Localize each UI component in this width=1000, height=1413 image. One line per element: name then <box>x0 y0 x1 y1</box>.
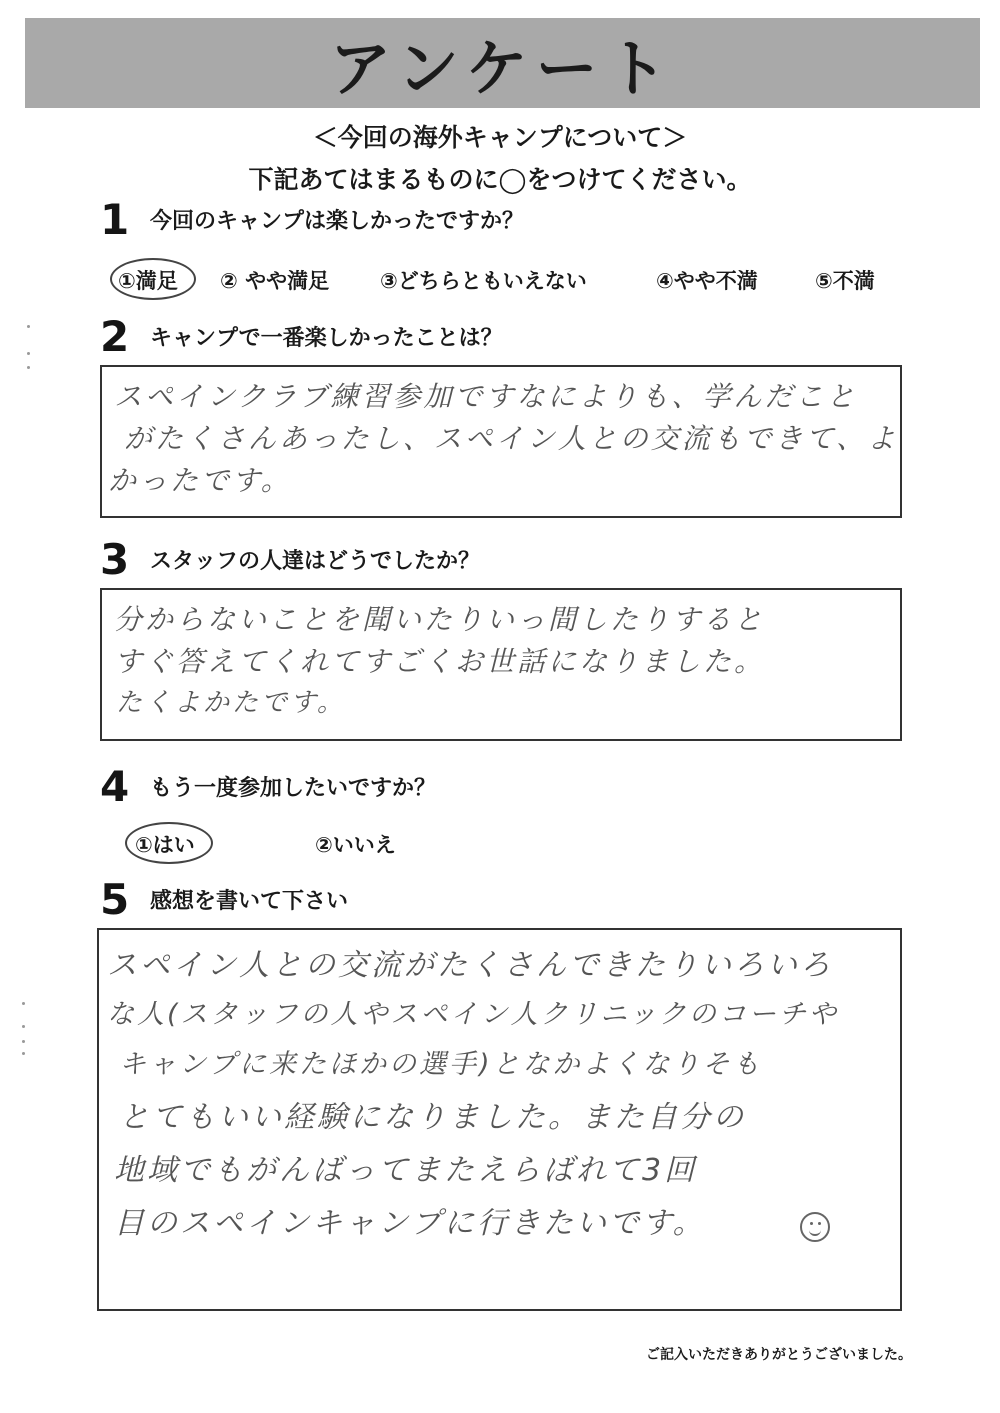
handwritten-line: 分からないことを聞いたりいっ間したりすると <box>114 603 766 636</box>
option-somewhat-dissatisfied[interactable]: ④やや不満 <box>656 269 758 293</box>
option-yes[interactable]: ①はい <box>135 833 195 857</box>
handwritten-line: な人(スタッフの人やスペイン人クリニックのコーチや <box>107 999 839 1030</box>
question-1-number: 1 <box>100 195 130 244</box>
option-no[interactable]: ②いいえ <box>315 833 396 857</box>
smiley-face-icon <box>800 1212 830 1242</box>
question-2-text: キャンプで一番楽しかったことは？ <box>150 326 503 351</box>
answer-box-q2[interactable] <box>100 365 902 518</box>
handwritten-line: すぐ答えてくれてすごくお世話になりました。 <box>114 645 766 678</box>
answer-box-q5[interactable] <box>97 928 902 1311</box>
margin-dot <box>27 366 30 369</box>
question-5 <box>100 875 348 924</box>
title-banner <box>25 18 980 108</box>
margin-dot <box>27 352 30 355</box>
handwritten-line: かったです。 <box>108 464 292 497</box>
handwritten-line: 地域でもがんばってまたえらばれて3回 <box>114 1153 698 1188</box>
question-3-text: スタッフの人達はどうでしたか？ <box>150 549 481 574</box>
question-4-number: 4 <box>100 762 130 811</box>
handwritten-line: たくよかたです。 <box>116 688 346 718</box>
option-neutral[interactable]: ③どちらともいえない <box>380 269 587 293</box>
option-somewhat-satisfied[interactable]: ② やや満足 <box>220 269 330 293</box>
survey-instructions: 下記あてはまるものに◯をつけてください。 <box>248 165 752 194</box>
question-1-text: 今回のキャンプは楽しかったですか？ <box>150 209 525 234</box>
survey-heading: ＜今回の海外キャンプについて＞ <box>312 123 688 152</box>
margin-dot <box>22 1040 25 1043</box>
handwritten-line: スペイン人との交流がたくさんできたりいろいろ <box>107 948 833 983</box>
margin-dot <box>22 1025 25 1028</box>
page-title: アンケート <box>329 31 676 105</box>
question-4-text: もう一度参加したいですか？ <box>150 776 437 801</box>
question-2-number: 2 <box>100 312 130 361</box>
margin-dot <box>22 1002 25 1005</box>
option-satisfied[interactable]: ①満足 <box>118 269 178 293</box>
question-2 <box>100 312 503 361</box>
margin-dot <box>27 325 30 328</box>
margin-dot <box>22 1052 25 1055</box>
handwritten-line: キャンプに来たほかの選手)となかよくなりそも <box>119 1049 763 1080</box>
handwritten-line: スペインクラブ練習参加ですなによりも、学んだこと <box>114 380 858 413</box>
question-5-text: 感想を書いて下さい <box>150 889 349 914</box>
answer-box-q3[interactable] <box>100 588 902 741</box>
question-3-number: 3 <box>100 535 130 584</box>
question-1 <box>100 195 524 244</box>
thank-you-note: ご記入いただきありがとうございました。 <box>646 1347 912 1363</box>
question-3 <box>100 535 480 584</box>
option-dissatisfied[interactable]: ⑤不満 <box>815 269 875 293</box>
handwritten-line: 目のスペインキャンプに行きたいです。 <box>114 1206 706 1241</box>
question-5-number: 5 <box>100 875 130 924</box>
handwritten-line: とてもいい経験になりました。また自分の <box>119 1100 746 1135</box>
question-4 <box>100 762 436 811</box>
handwritten-line: がたくさんあったし、スペイン人との交流もできて、よ <box>124 422 899 455</box>
